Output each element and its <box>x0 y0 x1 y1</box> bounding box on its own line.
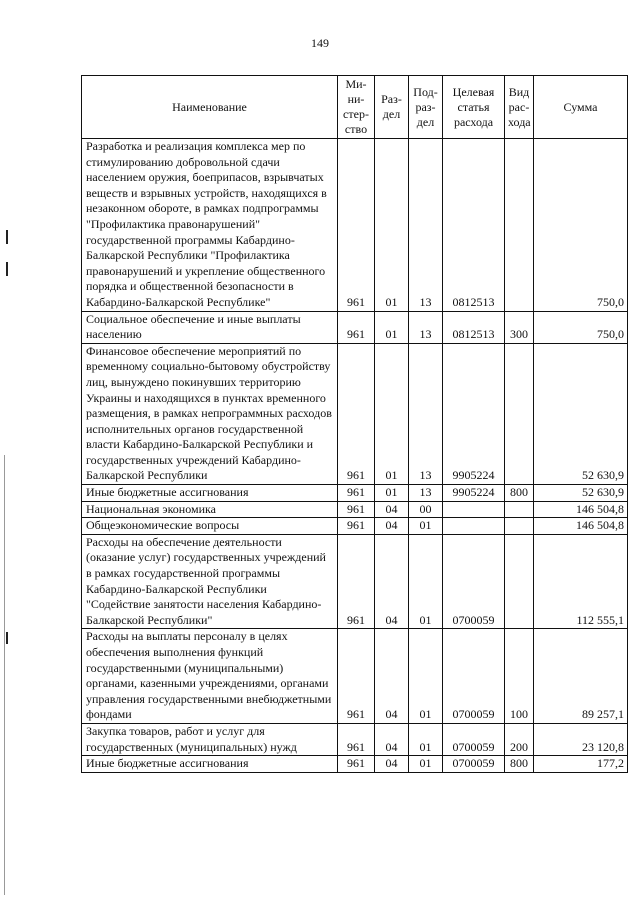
row-section: 01 <box>375 343 409 484</box>
row-expense-type <box>505 343 534 484</box>
row-target: 0812513 <box>443 311 505 343</box>
table-row <box>82 485 628 502</box>
page-number: 149 <box>311 36 329 50</box>
table-row <box>82 139 628 312</box>
row-ministry: 961 <box>338 518 375 535</box>
row-target: 0700059 <box>443 534 505 629</box>
margin-mark <box>6 230 8 244</box>
row-section: 04 <box>375 629 409 724</box>
row-subsection: 13 <box>409 485 443 502</box>
row-subsection: 00 <box>409 501 443 518</box>
row-amount: 146 504,8 <box>534 501 628 518</box>
row-ministry: 961 <box>338 485 375 502</box>
row-subsection: 01 <box>409 518 443 535</box>
row-name: Национальная экономика <box>82 501 338 518</box>
row-amount: 146 504,8 <box>534 518 628 535</box>
row-subsection: 13 <box>409 139 443 312</box>
row-subsection: 01 <box>409 629 443 724</box>
row-name: Расходы на обеспечение деятельности (оказание услуг) государственных учреждений в рамках государственной программы Кабардино-Балкарской Республики "Содействие занятости населения Кабардино-Балкарской Республики" <box>82 534 338 629</box>
row-expense-type: 200 <box>505 723 534 755</box>
row-subsection: 13 <box>409 311 443 343</box>
row-name: Иные бюджетные ассигнования <box>82 485 338 502</box>
row-expense-type: 800 <box>505 485 534 502</box>
row-name: Разработка и реализация комплекса мер по стимулированию добровольной сдачи населением оружия, боеприпасов, взрывчатых веществ и взрывных устройств, находящихся в незаконном обороте, в рамках подпрограммы "Профилактика правонарушений" государственной программы Кабардино-Балкарской Республики "Профилактика правонарушений и укрепление общественного порядка и общественной безопасности в Кабардино-Балкарской Республике" <box>82 139 338 312</box>
table-row <box>82 501 628 518</box>
row-target: 9905224 <box>443 485 505 502</box>
row-section: 01 <box>375 485 409 502</box>
row-amount: 23 120,8 <box>534 723 628 755</box>
row-ministry: 961 <box>338 311 375 343</box>
row-subsection: 01 <box>409 756 443 773</box>
row-name: Закупка товаров, работ и услуг для государственных (муниципальных) нужд <box>82 723 338 755</box>
header-name: Наименование <box>82 76 338 139</box>
row-expense-type <box>505 534 534 629</box>
row-subsection: 13 <box>409 343 443 484</box>
row-expense-type <box>505 518 534 535</box>
row-amount: 52 630,9 <box>534 485 628 502</box>
table-row <box>82 343 628 484</box>
row-expense-type: 100 <box>505 629 534 724</box>
table-row <box>82 311 628 343</box>
table-row <box>82 518 628 535</box>
header-expense-type: Вид рас-хода <box>505 76 534 139</box>
row-name: Общеэкономические вопросы <box>82 518 338 535</box>
row-target <box>443 501 505 518</box>
row-section: 04 <box>375 723 409 755</box>
row-section: 01 <box>375 311 409 343</box>
budget-table <box>81 75 628 773</box>
margin-mark <box>6 262 8 276</box>
row-ministry: 961 <box>338 501 375 518</box>
row-subsection: 01 <box>409 534 443 629</box>
row-amount: 750,0 <box>534 311 628 343</box>
header-target: Целевая статья расхода <box>443 76 505 139</box>
row-expense-type <box>505 139 534 312</box>
row-target: 0700059 <box>443 756 505 773</box>
header-amount: Сумма <box>534 76 628 139</box>
row-target: 9905224 <box>443 343 505 484</box>
table-row <box>82 756 628 773</box>
row-ministry: 961 <box>338 139 375 312</box>
row-name: Финансовое обеспечение мероприятий по временному социально-бытовому обустройству лиц, вынуждено покинувших территорию Украины и находящихся в пунктах временного размещения, в рамках непрограммных расходов исполнительных органов государственной власти Кабардино-Балкарской Республики и государственных учреждений Кабардино-Балкарской Республики <box>82 343 338 484</box>
row-section: 04 <box>375 534 409 629</box>
table-row <box>82 629 628 724</box>
row-expense-type <box>505 501 534 518</box>
row-target <box>443 518 505 535</box>
row-ministry: 961 <box>338 534 375 629</box>
table-header-row <box>82 76 628 139</box>
row-section: 04 <box>375 756 409 773</box>
row-target: 0700059 <box>443 723 505 755</box>
row-expense-type: 300 <box>505 311 534 343</box>
row-ministry: 961 <box>338 629 375 724</box>
header-ministry: Ми-ни-стер-ство <box>338 76 375 139</box>
row-amount: 52 630,9 <box>534 343 628 484</box>
row-expense-type: 800 <box>505 756 534 773</box>
row-name: Иные бюджетные ассигнования <box>82 756 338 773</box>
margin-mark <box>6 632 8 644</box>
row-name: Расходы на выплаты персоналу в целях обеспечения выполнения функций государственными (муниципальными) органами, казенными учреждениями, органами управления государственными внебюджетными фондами <box>82 629 338 724</box>
row-target: 0700059 <box>443 629 505 724</box>
row-section: 04 <box>375 501 409 518</box>
row-amount: 89 257,1 <box>534 629 628 724</box>
row-name: Социальное обеспечение и иные выплаты населению <box>82 311 338 343</box>
row-amount: 112 555,1 <box>534 534 628 629</box>
row-subsection: 01 <box>409 723 443 755</box>
row-ministry: 961 <box>338 343 375 484</box>
header-section: Раз-дел <box>375 76 409 139</box>
row-amount: 750,0 <box>534 139 628 312</box>
row-section: 01 <box>375 139 409 312</box>
row-ministry: 961 <box>338 723 375 755</box>
header-subsection: Под-раз-дел <box>409 76 443 139</box>
row-section: 04 <box>375 518 409 535</box>
row-amount: 177,2 <box>534 756 628 773</box>
table-row <box>82 723 628 755</box>
row-ministry: 961 <box>338 756 375 773</box>
scan-edge-line <box>4 455 5 895</box>
row-target: 0812513 <box>443 139 505 312</box>
table-row <box>82 534 628 629</box>
